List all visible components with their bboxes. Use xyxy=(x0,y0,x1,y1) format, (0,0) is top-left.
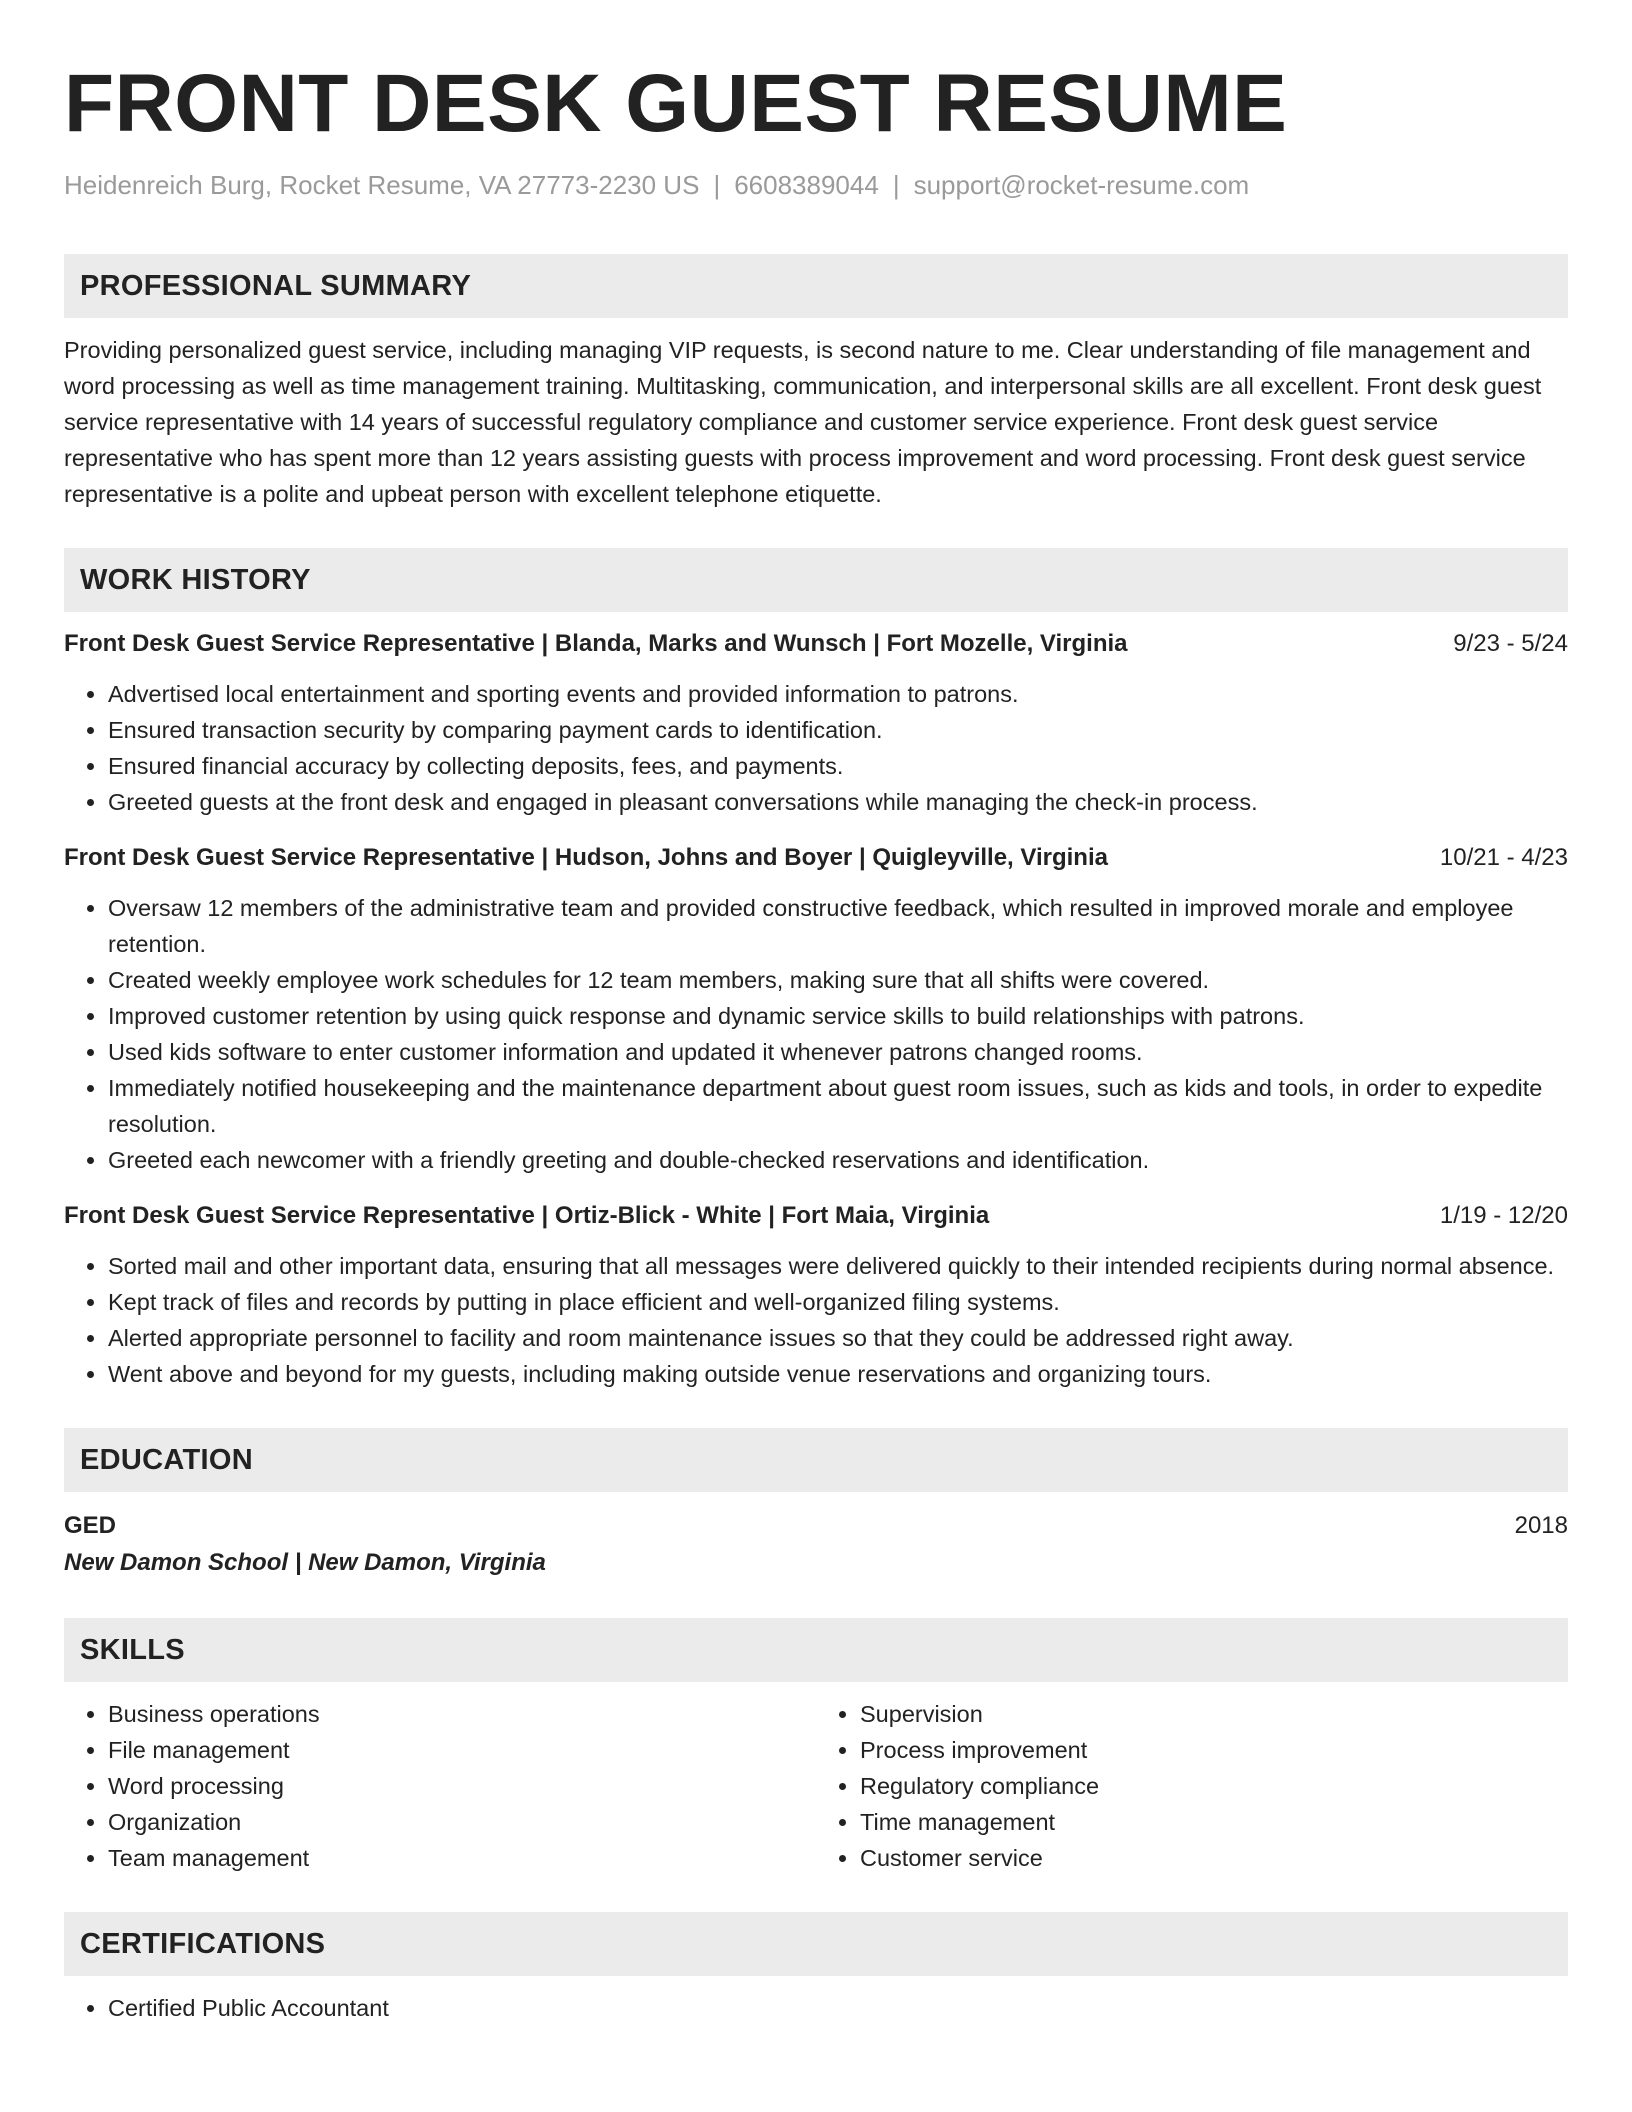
contact-separator: | xyxy=(713,170,721,200)
education-school: New Damon School | New Damon, Virginia xyxy=(64,1549,546,1576)
certification-item: • Certified Public Accountant xyxy=(108,1990,1568,2026)
contact-separator: | xyxy=(892,170,900,200)
education-header xyxy=(64,1508,1568,1544)
summary-text: Providing personalized guest service, including managing VIP requests, is second nature to me. Clear understanding of file management and word processing as well as time management training. Multitasking, communication, and interpersonal skills are all excellent. Front desk guest service representative with 14 years of successful regulatory compliance and customer service experience. Front desk guest service representative who has spent more than 12 years assisting guests with process improvement and word processing. Front desk guest service representative is a polite and upbeat person with excellent telephone etiquette. xyxy=(64,337,1542,507)
job-bullets xyxy=(64,1248,1568,1392)
skill-item: • Business operations xyxy=(108,1696,816,1732)
job-bullet: • Greeted guests at the front desk and engaged in pleasant conversations while managing the check-in process. xyxy=(108,784,1568,820)
job-bullet: • Oversaw 12 members of the administrative team and provided constructive feedback, which resulted in improved morale and employee retention. xyxy=(108,890,1568,962)
skill-item: • Team management xyxy=(108,1840,816,1876)
skill-item: • Word processing xyxy=(108,1768,816,1804)
resume-title: FRONT DESK GUEST RESUME xyxy=(64,58,1288,149)
certifications-list xyxy=(64,1990,1568,2026)
job-bullet: • Created weekly employee work schedules for 12 team members, making sure that all shifts were covered. xyxy=(108,962,1568,998)
job-bullets xyxy=(64,890,1568,1178)
job-bullet: • Alerted appropriate personnel to facility and room maintenance issues so that they could be addressed right away. xyxy=(108,1320,1568,1356)
job-bullet: • Kept track of files and records by putting in place efficient and well-organized filing systems. xyxy=(108,1284,1568,1320)
resume-page xyxy=(64,56,1568,2026)
job-bullet: • Ensured transaction security by comparing payment cards to identification. xyxy=(108,712,1568,748)
contact-email: support@rocket-resume.com xyxy=(913,170,1250,200)
job-title: Front Desk Guest Service Representative | Hudson, Johns and Boyer | Quigleyville, Virginia xyxy=(64,844,1108,871)
job-header xyxy=(64,626,1568,662)
contact-line xyxy=(64,168,1568,202)
job-header xyxy=(64,1198,1568,1234)
job-dates: 10/21 - 4/23 xyxy=(1439,844,1568,871)
skills-list xyxy=(64,1696,1568,1876)
skill-item: • Regulatory compliance xyxy=(860,1768,1568,1804)
job-title: Front Desk Guest Service Representative | Ortiz-Blick - White | Fort Maia, Virginia xyxy=(64,1202,990,1229)
job-entry xyxy=(64,626,1568,820)
contact-phone: 6608389044 xyxy=(734,170,879,200)
job-dates: 9/23 - 5/24 xyxy=(1453,630,1568,657)
job-bullet: • Greeted each newcomer with a friendly greeting and double-checked reservations and identification. xyxy=(108,1142,1568,1178)
job-dates: 1/19 - 12/20 xyxy=(1439,1202,1568,1229)
job-bullet: • Advertised local entertainment and sporting events and provided information to patrons. xyxy=(108,676,1568,712)
section-header-certifications: CERTIFICATIONS xyxy=(64,1912,1568,1976)
job-bullet: • Immediately notified housekeeping and the maintenance department about guest room issues, such as kids and tools, in order to expedite resolution. xyxy=(108,1070,1568,1142)
contact-address: Heidenreich Burg, Rocket Resume, VA 27773-2230 US xyxy=(64,170,700,200)
education-degree: GED xyxy=(64,1512,117,1539)
section-header-summary: PROFESSIONAL SUMMARY xyxy=(64,254,1568,318)
section-header-education: EDUCATION xyxy=(64,1428,1568,1492)
skill-item: • Supervision xyxy=(860,1696,1568,1732)
skill-item: • Process improvement xyxy=(860,1732,1568,1768)
job-title: Front Desk Guest Service Representative | Blanda, Marks and Wunsch | Fort Mozelle, Virginia xyxy=(64,630,1128,657)
job-bullets xyxy=(64,676,1568,820)
skills-column-right xyxy=(816,1696,1568,1876)
skill-item: • Customer service xyxy=(860,1840,1568,1876)
section-header-work-history: WORK HISTORY xyxy=(64,548,1568,612)
job-bullet: • Ensured financial accuracy by collecting deposits, fees, and payments. xyxy=(108,748,1568,784)
job-bullet: • Sorted mail and other important data, ensuring that all messages were delivered quickly to their intended recipients during normal absence. xyxy=(108,1248,1568,1284)
job-bullet: • Went above and beyond for my guests, including making outside venue reservations and organizing tours. xyxy=(108,1356,1568,1392)
skill-item: • Organization xyxy=(108,1804,816,1840)
job-entry xyxy=(64,1198,1568,1392)
skill-item: • File management xyxy=(108,1732,816,1768)
section-header-skills: SKILLS xyxy=(64,1618,1568,1682)
education-year: 2018 xyxy=(1514,1512,1568,1539)
job-bullet: • Used kids software to enter customer information and updated it whenever patrons changed rooms. xyxy=(108,1034,1568,1070)
job-entry xyxy=(64,840,1568,1178)
job-bullet: • Improved customer retention by using quick response and dynamic service skills to build relationships with patrons. xyxy=(108,998,1568,1034)
skill-item: • Time management xyxy=(860,1804,1568,1840)
certifications-bullets xyxy=(64,1990,1568,2026)
job-header xyxy=(64,840,1568,876)
skills-column-left xyxy=(64,1696,816,1876)
